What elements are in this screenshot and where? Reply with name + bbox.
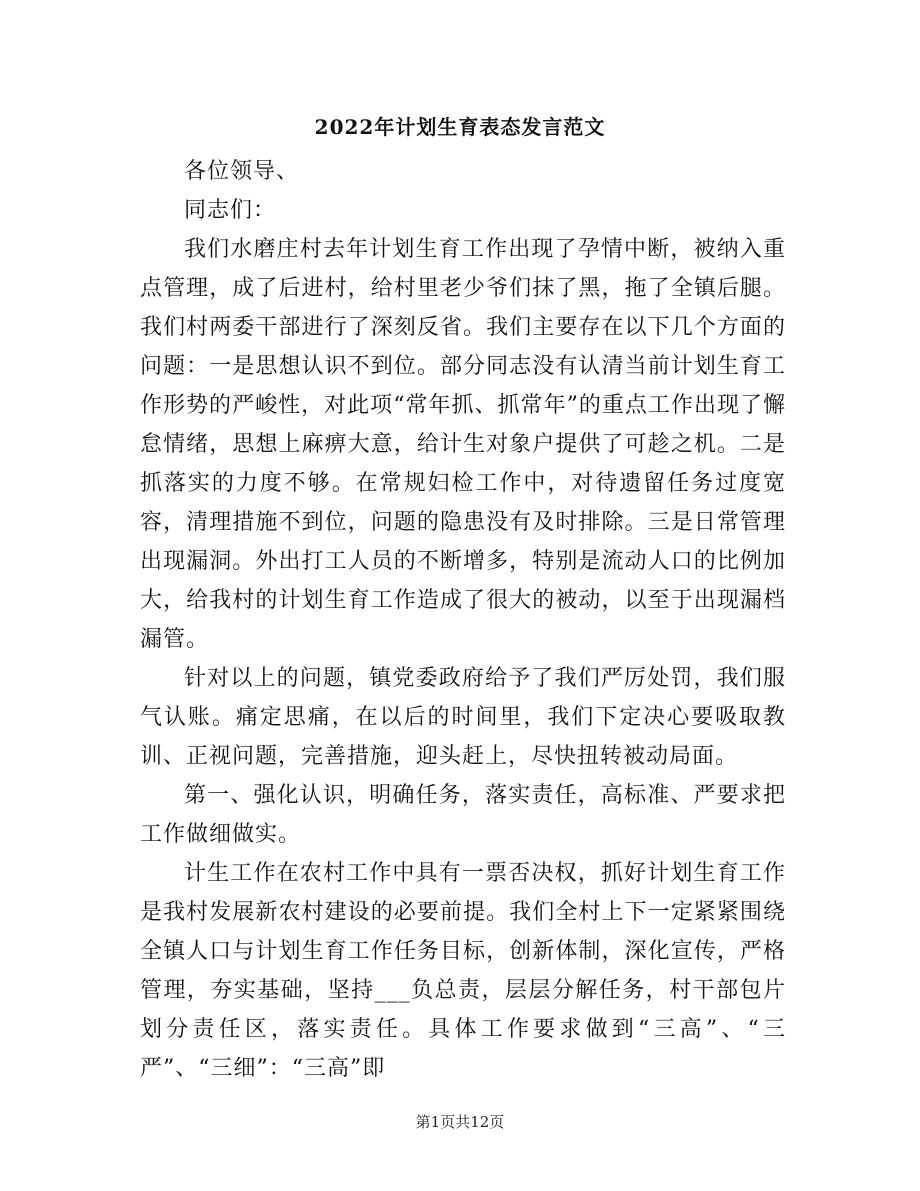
body-paragraph: 计生工作在农村工作中具有一票否决权，抓好计划生育工作是我村发展新农村建设的必要前提。我们全村上下一定紧紧围绕全镇人口与计划生育工作任务目标，创新体制，深化宣传，严格管理，夯实基础，坚持___负总责，层层分解任务，村干部包片划分责任区，落实责任。具体工作要求做到“三高”、“三严”、“三细”：“三高”即: [140, 861, 786, 1081]
page-footer: 第1页共12页: [415, 1113, 505, 1131]
body-paragraph: 针对以上的问题，镇党委政府给予了我们严厉处罚，我们服气认账。痛定思痛，在以后的时间里，我们下定决心要吸取教训、正视问题，完善措施，迎头赶上，尽快扭转被动局面。: [140, 666, 786, 769]
greeting-line: 各位领导、: [184, 159, 300, 184]
document-body: [140, 152, 786, 1088]
greeting-line: 同志们：: [184, 198, 277, 223]
document-title: 2022年计划生育表态发言范文: [314, 115, 606, 139]
body-paragraph: 我们水磨庄村去年计划生育工作出现了孕情中断，被纳入重点管理，成了后进村，给村里老少爷们抹了黑，拖了全镇后腿。我们村两委干部进行了深刻反省。我们主要存在以下几个方面的问题：一是思想认识不到位。部分同志没有认清当前计划生育工作形势的严峻性，对此项“常年抓、抓常年”的重点工作出现了懈怠情绪，思想上麻痹大意，给计生对象户提供了可趁之机。二是抓落实的力度不够。在常规妇检工作中，对待遗留任务过度宽容，清理措施不到位，问题的隐患没有及时排除。三是日常管理出现漏洞。外出打工人员的不断增多，特别是流动人口的比例加大，给我村的计划生育工作造成了很大的被动，以至于出现漏档漏管。: [140, 237, 786, 652]
body-paragraph: 第一、强化认识，明确任务，落实责任，高标准、严要求把工作做细做实。: [140, 783, 786, 847]
